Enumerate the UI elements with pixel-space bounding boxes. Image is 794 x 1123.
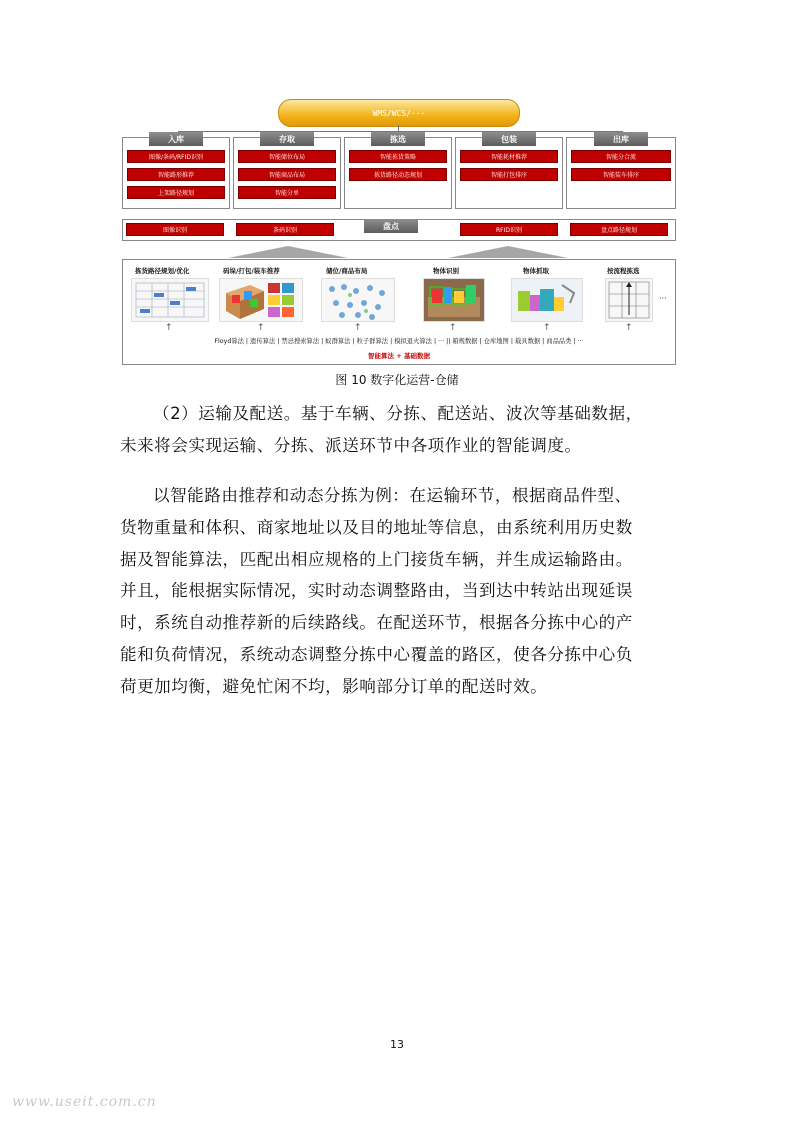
arrow-up-icon: ↑ — [449, 323, 457, 333]
watermark: www.useit.com.cn — [12, 1094, 157, 1110]
figure-caption: 图 10 数字化运营-仓储 — [335, 373, 459, 387]
inventory-item: RFID识别 — [460, 223, 558, 236]
category-title: 储位/商品布局 — [326, 267, 368, 275]
paragraph-line: 以智能路由推荐和动态分拣为例：在运输环节，根据商品件型、 — [153, 486, 632, 505]
paragraph-line: 未来将会实现运输、分拣、派送环节中各项作业的智能调度。 — [120, 435, 582, 455]
category-title: 物体识别 — [433, 267, 459, 275]
module-item: 智能储位布局 — [238, 150, 336, 163]
module-storage — [233, 134, 341, 209]
inventory-title: 盘点 — [364, 219, 418, 233]
wms-wcs-bar: WMS/WCS/··· — [278, 99, 520, 127]
warehouse-diagram — [118, 95, 678, 365]
inventory-item: 图像识别 — [126, 223, 224, 236]
module-outbound — [566, 134, 676, 209]
arrow-up-icon: ↑ — [543, 323, 551, 333]
module-item: 智能打包排序 — [460, 168, 558, 181]
flow-picking-image — [605, 278, 653, 322]
module-item: 智能分合流 — [571, 150, 671, 163]
layout-image — [321, 278, 395, 322]
paragraph-line: 时，系统自动推荐新的后续路线。在配送环节，根据各分拣中心的产 — [120, 613, 633, 633]
inventory-item: 条码识别 — [236, 223, 334, 236]
object-recognition-image — [423, 278, 485, 322]
arrow-up-icon: ↑ — [354, 323, 362, 333]
paragraph-line: （2）运输及配送。基于车辆、分拣、配送站、波次等基础数据， — [153, 404, 643, 423]
support-triangle — [448, 246, 568, 258]
algorithm-list: Floyd算法 | 遗传算法 | 禁忌搜索算法 | 蚁群算法 | 粒子群算法 | 模拟退火算法 | ··· || 箱规数据 | 仓库地图 | 载具数据 | 商品品类 | ··· — [214, 338, 584, 345]
module-item: 拣货路径动态规划 — [349, 168, 447, 181]
path-grid-image — [131, 278, 209, 322]
category-title: 按流程拣选 — [607, 267, 640, 275]
module-item: 上架路径规划 — [127, 186, 225, 199]
paragraph-line: 能和负荷情况，系统动态调整分拣中心覆盖的路区，使各分拣中心负 — [120, 644, 633, 664]
paragraph-1 — [120, 398, 680, 462]
object-grasping-image — [511, 278, 583, 322]
arrow-up-icon: ↑ — [257, 323, 265, 333]
module-item: 智能装车排序 — [571, 168, 671, 181]
paragraph-line: 荷更加均衡，避免忙闲不均，影响部分订单的配送时效。 — [120, 676, 548, 696]
category-title: 拣货路径规划/优化 — [135, 267, 190, 275]
stacking-image — [219, 278, 303, 322]
module-item: 智能分单 — [238, 186, 336, 199]
module-title: 入库 — [149, 132, 203, 146]
module-item: 智能路形推荐 — [127, 168, 225, 181]
paragraph-line: 货物重量和体积、商家地址以及目的地址等信息，由系统利用历史数 — [120, 517, 633, 537]
inventory-item: 盘点路径规划 — [570, 223, 668, 236]
module-item: 智能耗材推荐 — [460, 150, 558, 163]
category-title: 码垛/打包/装车推荐 — [223, 267, 280, 275]
paragraph-line: 据及智能算法，匹配出相应规格的上门接货车辆，并生成运输路由。 — [120, 549, 633, 569]
category-title: 物体抓取 — [523, 267, 549, 275]
module-packing — [455, 134, 563, 209]
arrow-up-icon: ↑ — [165, 323, 173, 333]
arrow-up-icon: ↑ — [625, 323, 633, 333]
paragraph-2 — [120, 480, 680, 703]
page-number: 13 — [390, 1038, 404, 1051]
paragraph-line: 并且，能根据实际情况，实时动态调整路由，当到达中转站出现延误 — [120, 581, 633, 601]
module-title: 存取 — [260, 132, 314, 146]
module-item: 智能商品布局 — [238, 168, 336, 181]
more-ellipsis: ··· — [659, 294, 667, 303]
algorithm-panel — [122, 259, 676, 365]
module-title: 包装 — [482, 132, 536, 146]
module-picking — [344, 134, 452, 209]
support-triangle — [228, 246, 348, 258]
module-item: 图像/条码/RFID识别 — [127, 150, 225, 163]
algorithm-basis: 智能算法 + 基础数据 — [368, 352, 430, 360]
module-inbound — [122, 134, 230, 209]
module-item: 智能拣货策略 — [349, 150, 447, 163]
module-title: 拣选 — [371, 132, 425, 146]
module-title: 出库 — [594, 132, 648, 146]
